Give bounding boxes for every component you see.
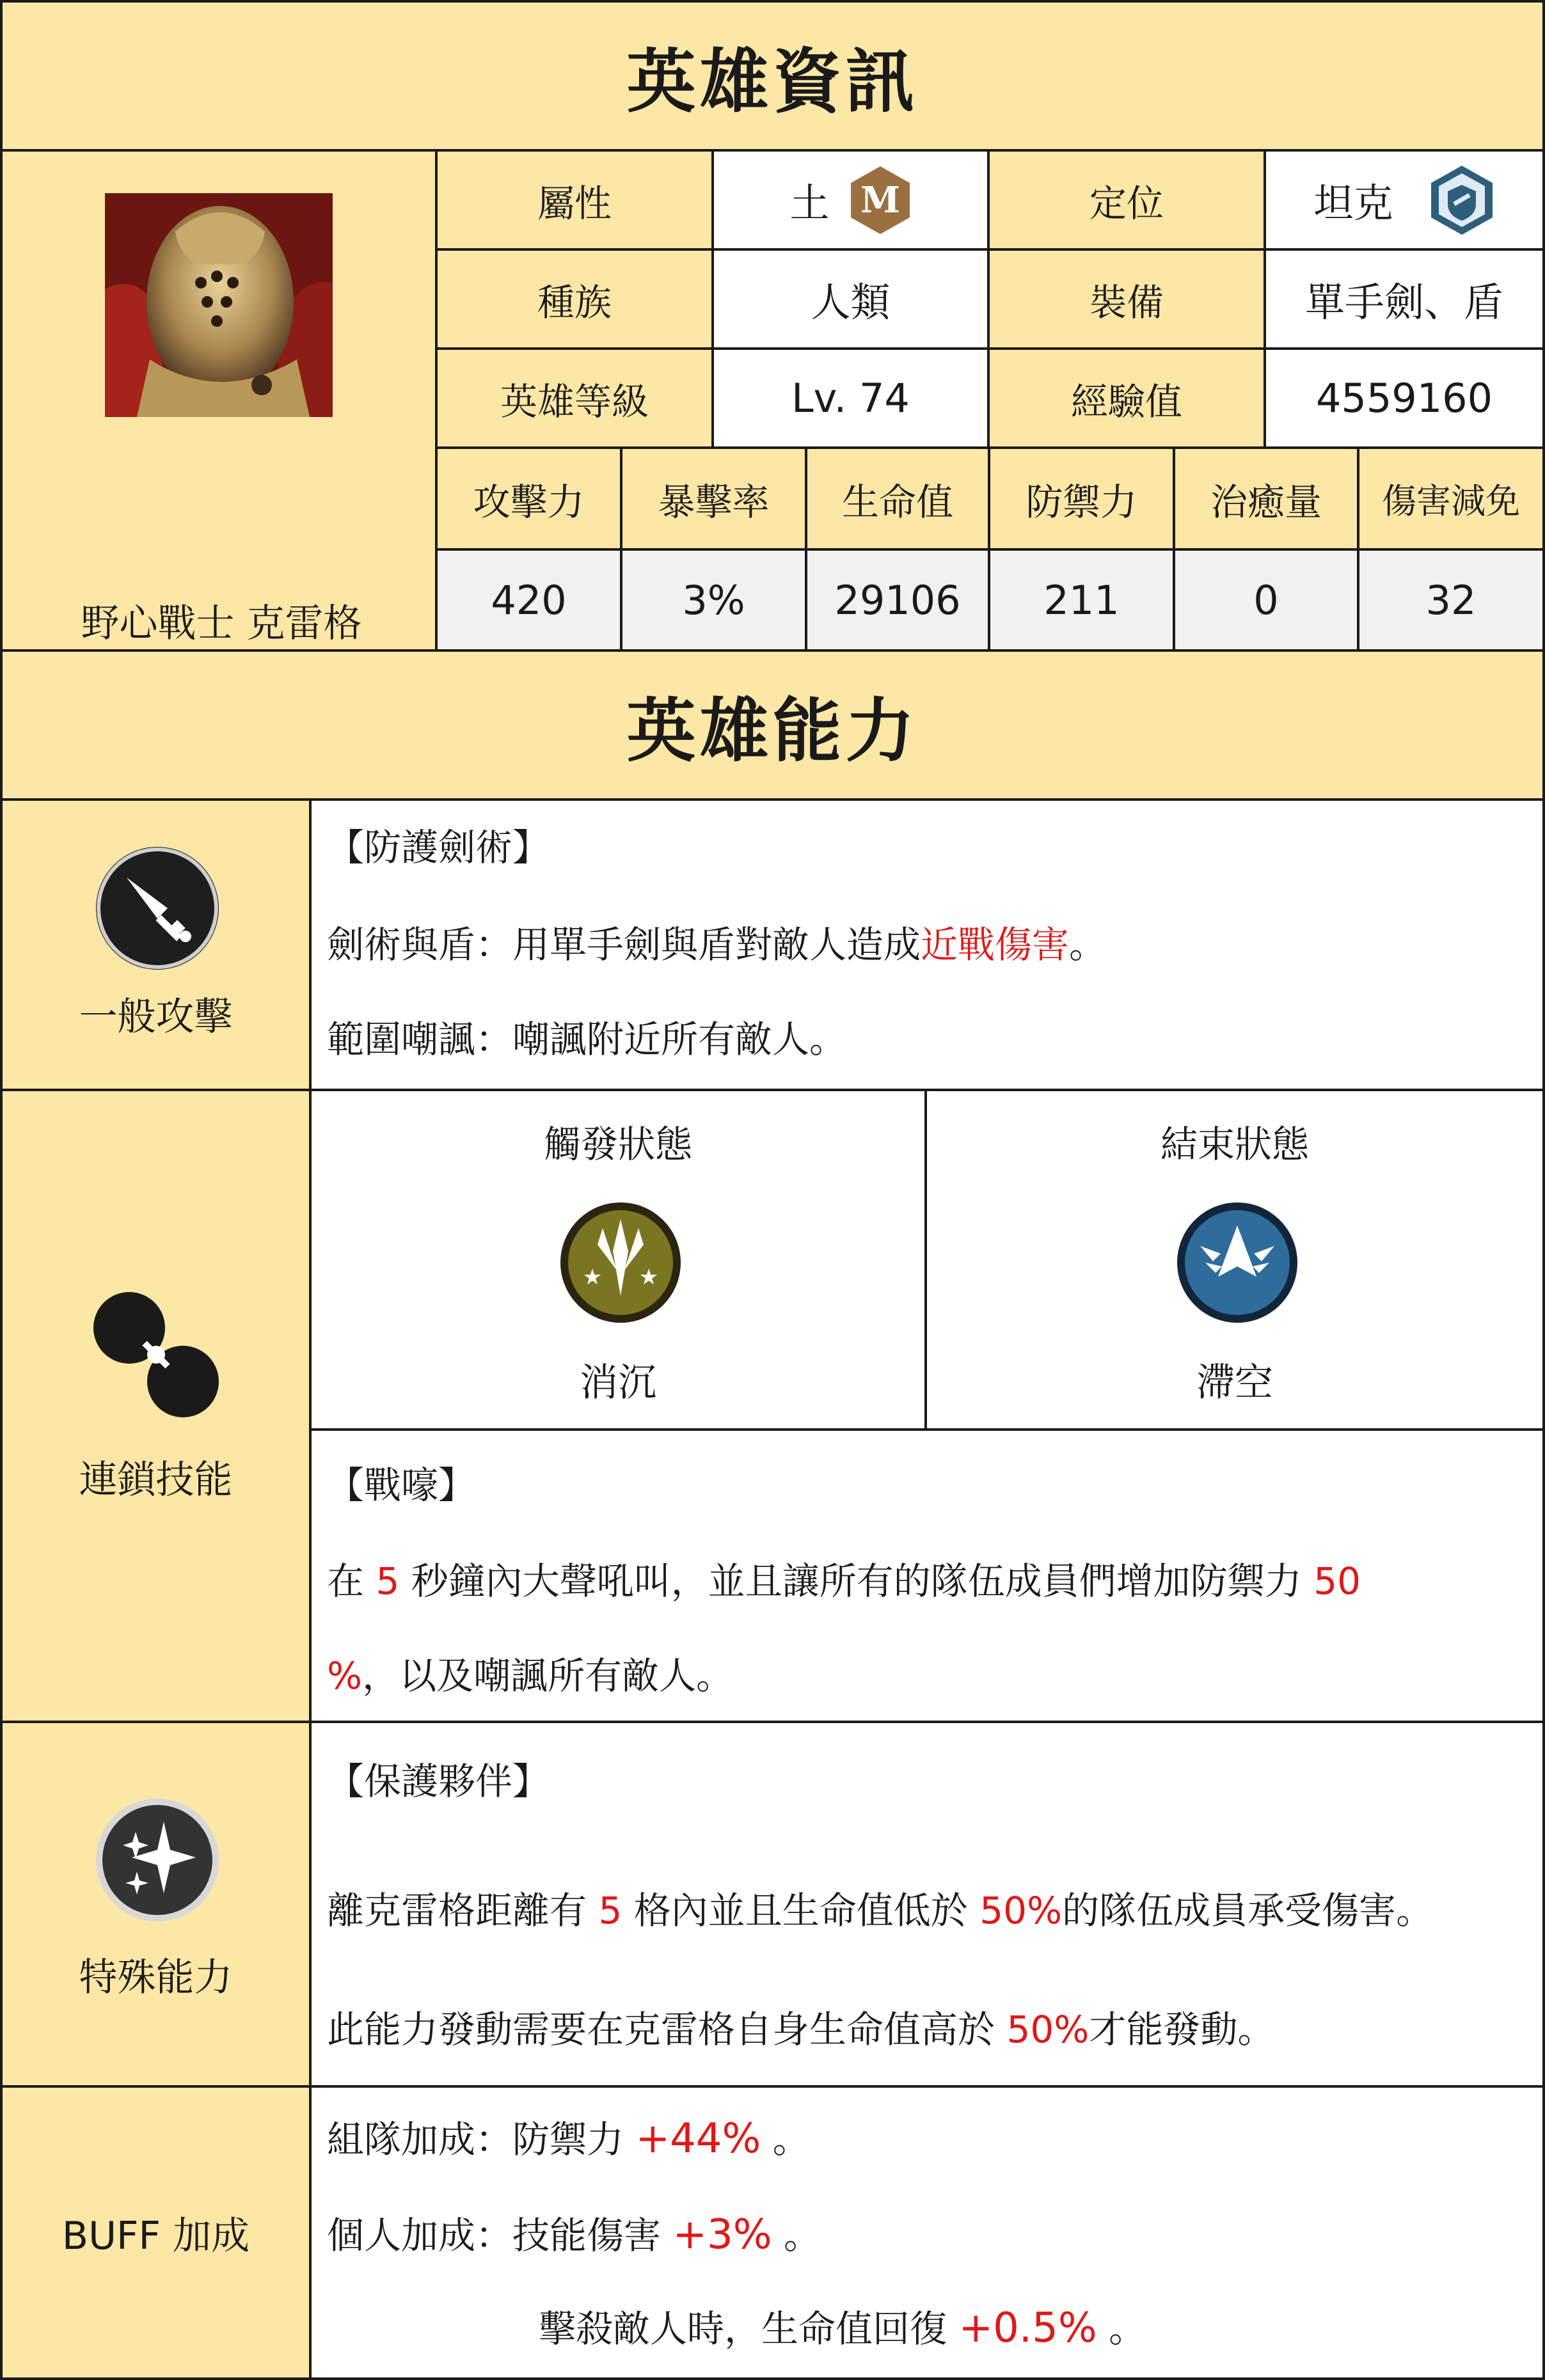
- stat-value-heal: 0: [1173, 548, 1359, 652]
- attribute-label: 屬性: [435, 149, 714, 251]
- airborne-state-icon: [1175, 1200, 1300, 1325]
- end-state-header: 結束狀態: [1160, 1123, 1309, 1166]
- chain-skill-label: 連鎖技能: [79, 1458, 233, 1502]
- buff-desc: [309, 2085, 1545, 2380]
- hero-info-title: 英雄資訊: [0, 0, 1545, 152]
- attribute-value: 土: [789, 180, 830, 226]
- equip-value: 單手劍、盾: [1264, 248, 1545, 350]
- level-value: Lv. 74: [711, 347, 990, 449]
- stat-value-defense: 211: [988, 548, 1175, 652]
- abilities-title: 英雄能力: [0, 649, 1545, 801]
- exp-value: 4559160: [1264, 347, 1545, 449]
- level-label: 英雄等級: [435, 347, 714, 449]
- role-value: 坦克: [1313, 180, 1393, 226]
- normal-attack-desc: [309, 798, 1545, 1091]
- chain-icon: [92, 1291, 220, 1419]
- race-label: 種族: [435, 248, 714, 350]
- special-line1: 離克雷格距離有 5 格內並且生命值低於 50%的隊伍成員承受傷害。: [327, 1889, 1434, 1932]
- stat-label-heal: 治癒量: [1173, 446, 1359, 551]
- trigger-state-header: 觸發狀態: [543, 1123, 692, 1166]
- stat-value-hp: 29106: [805, 548, 990, 652]
- exp-label: 經驗值: [987, 347, 1266, 449]
- stat-value-reduction: 32: [1357, 548, 1545, 652]
- end-state-value: 滯空: [1196, 1360, 1273, 1405]
- stat-value-attack: 420: [435, 548, 622, 652]
- buff-line1: 組隊加成：防禦力 +44% 。: [327, 2115, 810, 2163]
- down-state-icon: [558, 1200, 683, 1325]
- sparkle-icon: [93, 1796, 221, 1924]
- stat-label-defense: 防禦力: [988, 446, 1175, 551]
- chain-skill-name: 【戰嚎】: [327, 1463, 476, 1507]
- normal-attack-line1: 劍術與盾：用單手劍與盾對敵人造成近戰傷害。: [327, 923, 1107, 966]
- normal-attack-label-cell: [0, 798, 312, 1091]
- role-label: 定位: [987, 149, 1266, 251]
- svg-text:★: ★: [582, 1265, 603, 1290]
- role-value-cell: [1264, 149, 1545, 251]
- end-state-cell: [924, 1089, 1545, 1431]
- stat-label-hp: 生命值: [805, 446, 990, 551]
- stat-label-crit: 暴擊率: [620, 446, 807, 551]
- normal-attack-line2: 範圍嘲諷：嘲諷附近所有敵人。: [327, 1018, 847, 1061]
- chain-skill-line2: %，以及嘲諷所有敵人。: [327, 1654, 734, 1698]
- trigger-state-cell: [309, 1089, 927, 1431]
- svg-text:★: ★: [638, 1265, 659, 1290]
- tank-role-icon: [1429, 164, 1495, 236]
- chain-skill-line1: 在 5 秒鐘內大聲吼叫，並且讓所有的隊伍成員們增加防禦力 50: [327, 1559, 1361, 1603]
- chain-skill-desc: [309, 1428, 1545, 1723]
- portrait-panel: [0, 149, 438, 652]
- earth-attribute-icon: [849, 165, 912, 235]
- special-label-cell: [0, 1721, 312, 2088]
- equip-label: 裝備: [987, 248, 1266, 350]
- buff-line3: 擊殺敵人時，生命值回復 +0.5% 。: [539, 2305, 1146, 2352]
- trigger-state-value: 消沉: [580, 1360, 656, 1405]
- normal-attack-label: 一般攻擊: [79, 995, 233, 1039]
- hero-portrait: [105, 193, 333, 417]
- buff-label-cell: [0, 2085, 312, 2380]
- race-value: 人類: [711, 248, 990, 350]
- stat-label-attack: 攻擊力: [435, 446, 622, 551]
- hero-name: 野心戰士 克雷格: [81, 601, 362, 646]
- attribute-value-cell: [711, 149, 990, 251]
- special-name: 【保護夥伴】: [327, 1760, 550, 1803]
- stat-value-crit: 3%: [620, 548, 807, 652]
- svg-text:M: M: [860, 178, 900, 221]
- normal-attack-name: 【防護劍術】: [327, 826, 550, 869]
- stat-label-reduction: 傷害減免: [1357, 446, 1545, 551]
- buff-label: BUFF 加成: [61, 2213, 250, 2258]
- chain-skill-label-cell: [0, 1089, 312, 1723]
- special-desc: [309, 1721, 1545, 2088]
- buff-line2: 個人加成：技能傷害 +3% 。: [327, 2211, 821, 2258]
- sword-icon: [96, 847, 219, 970]
- special-line2: 此能力發動需要在克雷格自身生命值高於 50%才能發動。: [327, 2008, 1275, 2051]
- special-label: 特殊能力: [79, 1955, 233, 2000]
